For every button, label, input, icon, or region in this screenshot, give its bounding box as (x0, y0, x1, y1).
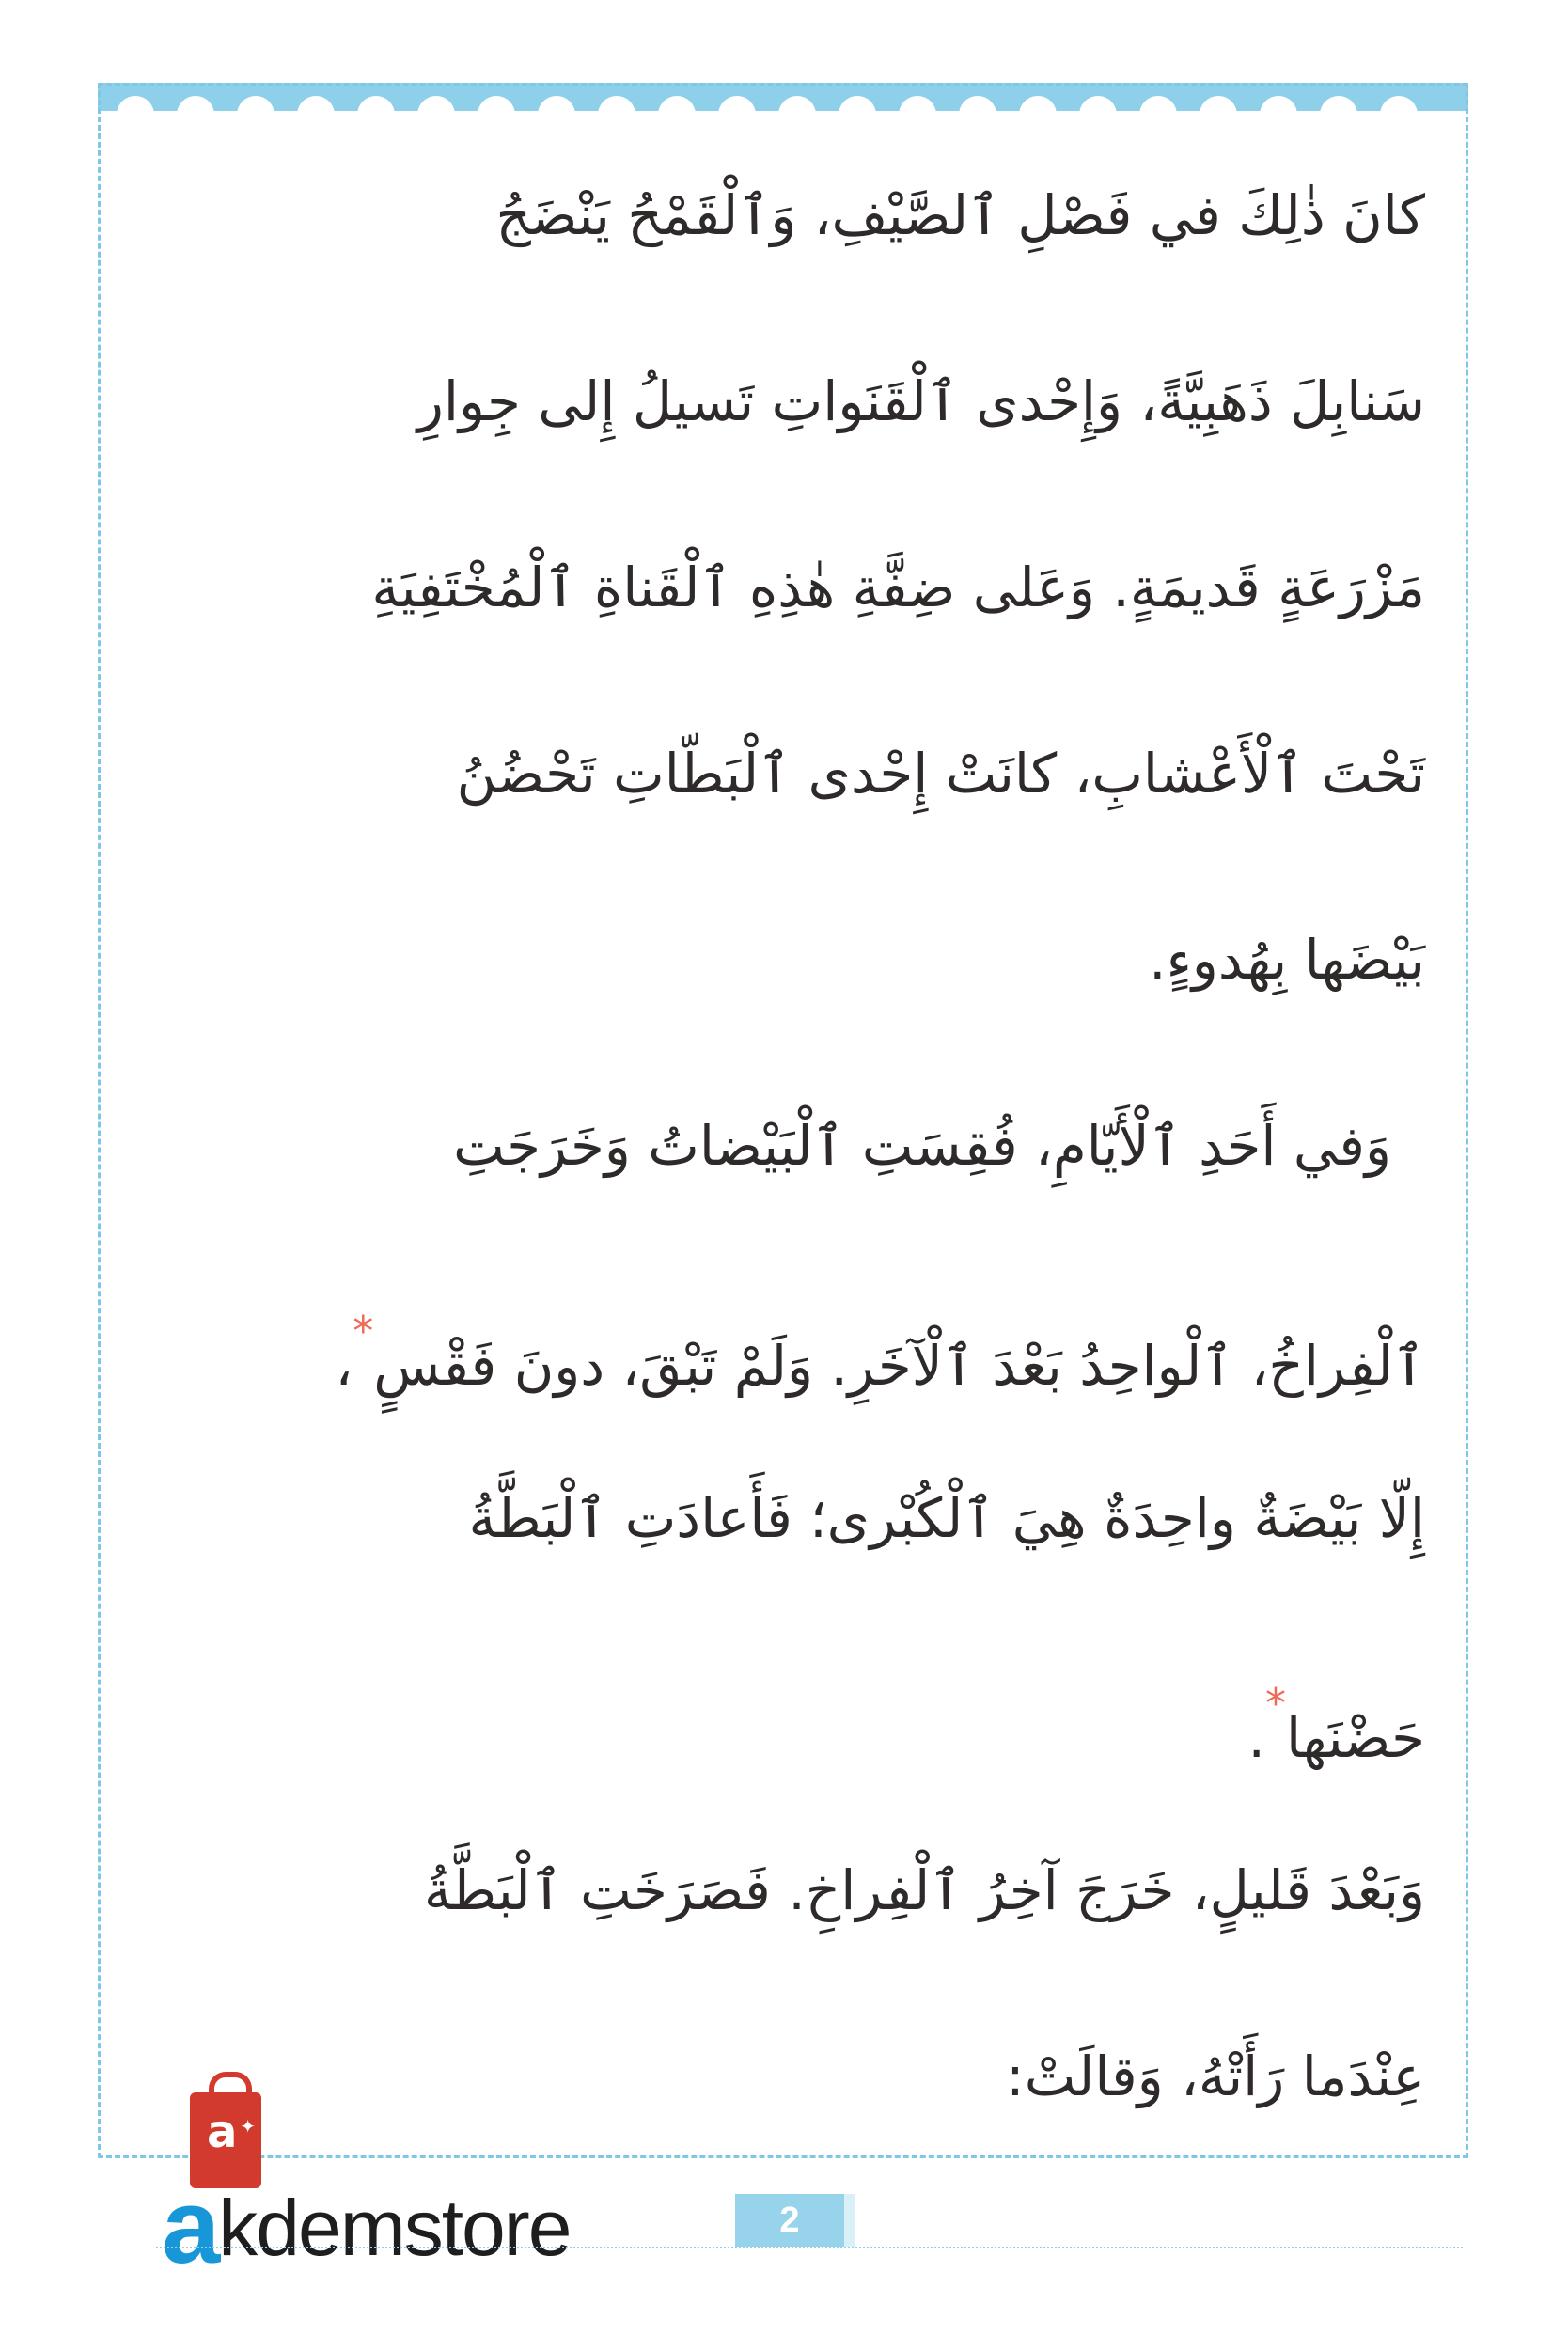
brand-wordmark (162, 2168, 571, 2285)
story-line: عِنْدَما رَأَتْهُ، وَقالَتْ: (1006, 2044, 1425, 2108)
story-paragraph-1 (141, 122, 1425, 1053)
footnote-marker: * (1264, 1680, 1286, 1728)
story-line: مَزْرَعَةٍ قَديمَةٍ. وَعَلى ضِفَّةِ هٰذِهِ ٱلْقَناةِ ٱلْمُخْتَفِيَةِ (371, 556, 1425, 619)
cursor-spark-icon: ✦ (240, 2115, 256, 2138)
footnote-marker: * (353, 1308, 374, 1355)
story-line: وَفي أَحَدِ ٱلْأَيّامِ، فُقِسَتِ ٱلْبَيْضاتُ وَخَرَجَتِ (453, 1114, 1391, 1178)
story-line: سَنابِلَ ذَهَبِيَّةً، وَإِحْدى ٱلْقَنَواتِ تَسيلُ إِلى جِوارِ (416, 369, 1425, 433)
story-line: تَحْتَ ٱلْأَعْشابِ، كانَتْ إِحْدى ٱلْبَطّاتِ تَحْضُنُ (456, 742, 1425, 806)
comma: ، (335, 1334, 353, 1398)
story-text (141, 122, 1425, 2170)
brand-letter: a (162, 2168, 219, 2285)
period: . (1247, 1706, 1265, 1770)
story-line-text: ٱلْفِراخُ، ٱلْواحِدُ بَعْدَ ٱلْآخَرِ. وَلَمْ تَبْقَ، دونَ فَقْسٍ (373, 1334, 1425, 1398)
bag-letter: a (207, 2106, 238, 2158)
story-line (141, 1239, 1425, 1425)
story-line: كانَ ذٰلِكَ في فَصْلِ ٱلصَّيْفِ، وَٱلْقَمْحُ يَنْضَجُ (495, 183, 1425, 247)
bottom-rule (156, 2247, 1463, 2248)
page-number: 2 (735, 2194, 844, 2247)
story-line-text: حَضْنَها (1285, 1706, 1425, 1770)
brand-name: kdemstore (218, 2184, 571, 2272)
story-line: إِلّا بَيْضَةٌ واحِدَةٌ هِيَ ٱلْكُبْرى؛ فَأَعادَتِ ٱلْبَطَّةُ (468, 1486, 1425, 1550)
story-line: وَبَعْدَ قَليلٍ، خَرَجَ آخِرُ ٱلْفِراخِ. فَصَرَخَتِ ٱلْبَطَّةُ (423, 1858, 1425, 1922)
story-paragraph-2 (141, 1053, 1425, 1797)
story-line (141, 1611, 1425, 1797)
story-line: بَيْضَها بِهُدوءٍ. (1149, 928, 1425, 992)
